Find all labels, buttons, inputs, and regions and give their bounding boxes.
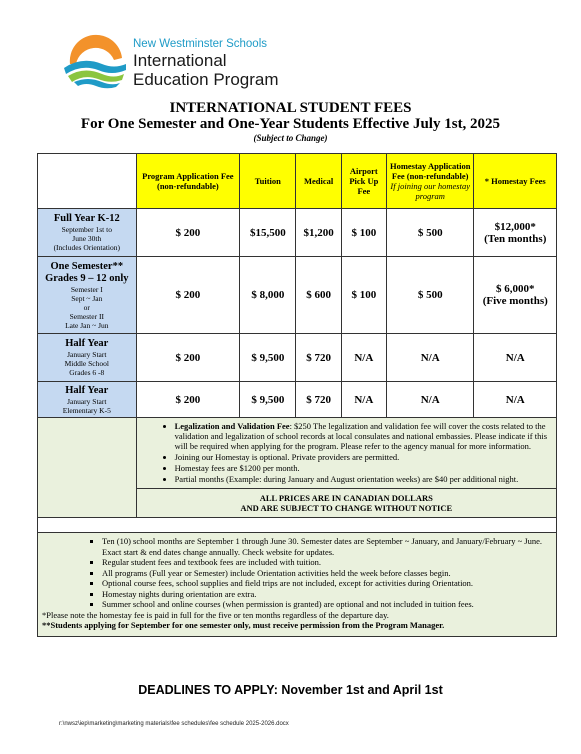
header-homestay-fees: * Homestay Fees: [474, 154, 557, 209]
cell-tuition: $ 9,500: [240, 382, 296, 418]
logo-line1: International: [133, 51, 227, 70]
logo-mark-icon: [62, 34, 128, 90]
row-title: Full Year K-12: [53, 213, 120, 224]
header-tuition: Tuition: [240, 154, 296, 209]
list-item: ▪ Ten (10) school months are September 1 through June 30. Semester dates are September ~ January, and January/February ~ June. Exact start & end dates change annually. Check website for updates.: [102, 536, 552, 557]
list-item: ▪ Homestay nights during orientation are extra.: [102, 589, 552, 600]
legal-fee-label: Legalization and Validation Fee: [174, 421, 290, 431]
cell-homestay: [474, 257, 557, 334]
cell-app-fee: $ 200: [136, 209, 240, 257]
file-path: r:\nwsz\iep\marketing\marketing materials\fee schedules\fee schedule 2025-2026.docx: [59, 721, 289, 727]
cell-homestay-app: N/A: [386, 382, 474, 418]
notes-cell: [136, 418, 556, 489]
canadian-line1: ALL PRICES ARE IN CANADIAN DOLLARS: [259, 493, 433, 503]
table-row: [38, 257, 557, 334]
header-airport: Airport Pick Up Fee: [341, 154, 386, 209]
subject-to-change-note: (Subject to Change): [253, 133, 328, 143]
list-item: • Partial months (Example: during January and August orientation weeks) are $40 per additional night.: [175, 474, 554, 484]
logo: [62, 34, 322, 94]
title-block: [0, 100, 581, 144]
row-title: One Semester**: [50, 260, 124, 272]
notes-row: [38, 418, 557, 489]
legal-fee-text: : $250 The legalization and validation fee will cover the costs related to the validation and legalization of school records at local consulates and national embassies. Please indicate if this will be required when applying for the program. Please refer to the agency manual for more information.: [174, 421, 548, 451]
cell-tuition: $ 9,500: [240, 334, 296, 382]
table-header-row: [38, 154, 557, 209]
row-detail: Semester II: [69, 311, 104, 321]
list-item: [175, 421, 554, 451]
cell-homestay-app: $ 500: [386, 257, 474, 334]
list-item: ▪ Regular student fees and textbook fees are included with tuition.: [102, 557, 552, 568]
table-row: [38, 209, 557, 257]
cell-medical: $ 720: [296, 334, 341, 382]
header-program-app-fee: Program Application Fee (non-refundable): [136, 154, 240, 209]
row-detail: January Start: [67, 350, 107, 359]
header-medical: Medical: [296, 154, 341, 209]
cell-app-fee: $ 200: [136, 382, 240, 418]
row-detail: September 1st to: [61, 225, 112, 234]
row-detail: January Start: [67, 396, 107, 406]
cell-homestay-app: $ 500: [386, 209, 474, 257]
row-detail: June 30th: [72, 234, 102, 243]
bottom-notes-list: [42, 536, 552, 610]
row-detail: Semester I: [70, 284, 103, 294]
deadline-text: DEADLINES TO APPLY: November 1st and April 1st: [138, 683, 443, 697]
cell-medical: $ 600: [296, 257, 341, 334]
list-item: ▪ Optional course fees, school supplies and field trips are not included, except for activities during Orientation.: [102, 578, 552, 589]
row-label: [38, 257, 137, 334]
cell-medical: $ 720: [296, 382, 341, 418]
page-title: INTERNATIONAL STUDENT FEES: [169, 100, 412, 116]
spacer-row: [38, 518, 557, 533]
row-title: Half Year: [65, 384, 109, 396]
cell-tuition: $ 8,000: [240, 257, 296, 334]
row-detail: Elementary K-5: [62, 405, 111, 415]
header-homestay-app-note: If joining our homestay program: [390, 181, 470, 201]
cell-homestay: [474, 209, 557, 257]
list-item: ▪ All programs (Full year or Semester) include Orientation activities held the week before classes begin.: [102, 568, 552, 579]
row-label: [38, 209, 137, 257]
cell-airport: $ 100: [341, 209, 386, 257]
bottom-notes-row: [38, 533, 557, 637]
row-detail: Sept ~ Jan: [71, 293, 103, 303]
row-detail: (Includes Orientation): [53, 243, 120, 252]
cell-app-fee: $ 200: [136, 334, 240, 382]
logo-subtitle: New Westminster Schools: [133, 38, 267, 50]
page-subtitle: For One Semester and One-Year Students Effective July 1st, 2025: [80, 116, 501, 132]
fees-table: [37, 153, 557, 637]
spacer-cell: [38, 518, 557, 533]
row-detail: Grades 6 -8: [69, 368, 105, 377]
canadian-line2: AND ARE SUBJECT TO CHANGE WITHOUT NOTICE: [240, 503, 453, 513]
cell-tuition: $15,500: [240, 209, 296, 257]
canadian-dollars-note: [136, 489, 556, 518]
notes-list: [139, 421, 554, 484]
cell-homestay: N/A: [474, 334, 557, 382]
logo-line2: Education Program: [133, 70, 279, 89]
row-detail: Late Jan ~ Jun: [65, 320, 109, 330]
row-title: Half Year: [65, 338, 109, 349]
cell-medical: $1,200: [296, 209, 341, 257]
cell-homestay-app: N/A: [386, 334, 474, 382]
list-item: • Joining our Homestay is optional. Private providers are permitted.: [175, 452, 554, 462]
homestay-amount: $12,000*: [494, 220, 536, 233]
bottom-notes-cell: [38, 533, 557, 637]
table-row: [38, 382, 557, 418]
list-item: • Homestay fees are $1200 per month.: [175, 463, 554, 473]
header-homestay-app: [386, 154, 474, 209]
notes-left-cell: [38, 418, 137, 518]
semester-permission-note: **Students applying for September for one semester only, must receive permission from the Program Manager.: [42, 620, 445, 630]
homestay-duration: (Ten months): [484, 232, 547, 245]
cell-airport: $ 100: [341, 257, 386, 334]
cell-airport: N/A: [341, 334, 386, 382]
homestay-amount: $ 6,000*: [495, 283, 535, 295]
row-label: [38, 334, 137, 382]
row-detail: or: [83, 302, 90, 312]
header-blank-cell: [38, 154, 137, 209]
homestay-duration: (Five months): [482, 295, 548, 307]
list-item: ▪ Summer school and online courses (when permission is granted) are optional and not included in tuition fees.: [102, 599, 552, 610]
row-title-2: Grades 9 – 12 only: [45, 272, 129, 284]
homestay-payment-note: *Please note the homestay fee is paid in full for the five or ten months regardless of the departure day.: [42, 609, 389, 620]
cell-app-fee: $ 200: [136, 257, 240, 334]
cell-airport: N/A: [341, 382, 386, 418]
row-label: [38, 382, 137, 418]
table-row: [38, 334, 557, 382]
header-homestay-app-label: Homestay Application Fee (non-refundable): [389, 161, 471, 181]
row-detail: Middle School: [64, 359, 109, 368]
cell-homestay: N/A: [474, 382, 557, 418]
